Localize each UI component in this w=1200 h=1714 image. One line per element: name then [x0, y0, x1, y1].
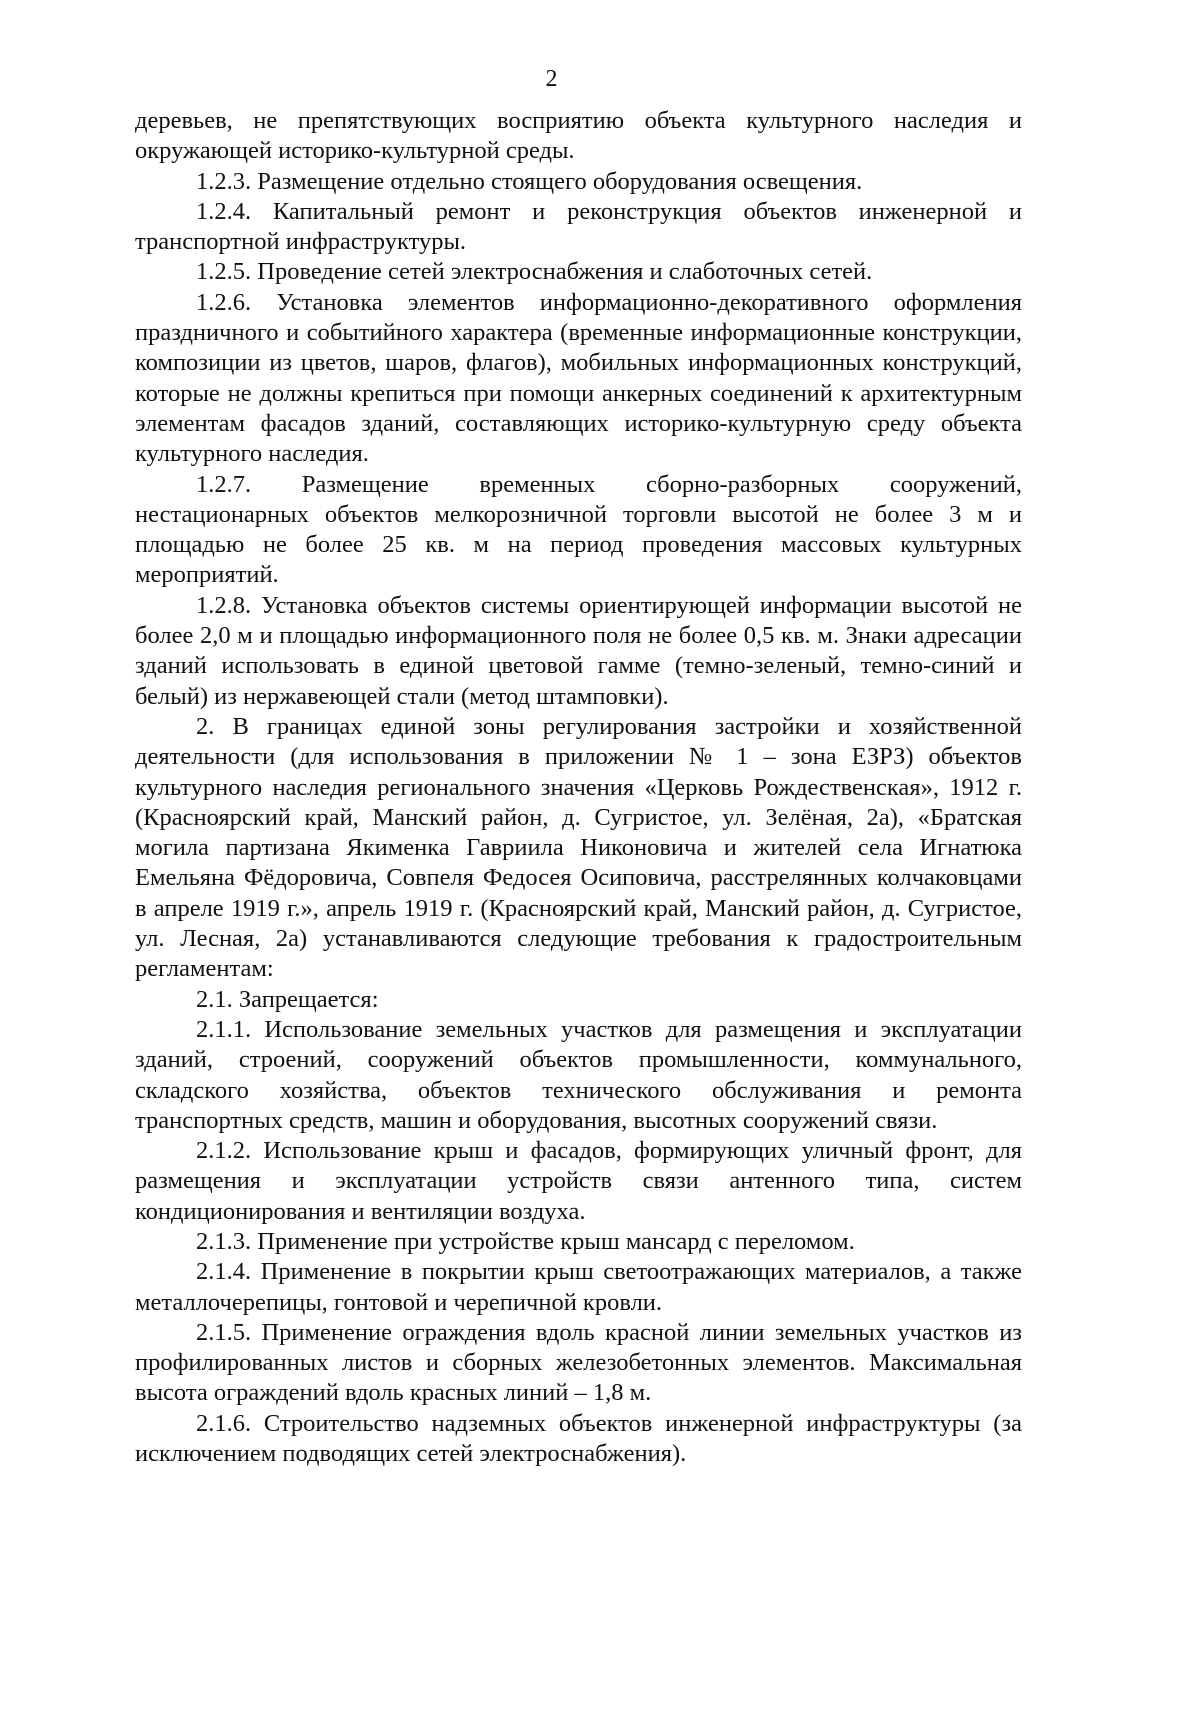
paragraph-2-1-3: 2.1.3. Применение при устройстве крыш мансард с переломом.: [196, 1227, 855, 1255]
paragraph-2-1: 2.1. Запрещается:: [196, 985, 379, 1013]
paragraph-2-1-5: 2.1.5. Применение ограждения вдоль красной линии земельных участков из профилированных листов и сборных железобетонных элементов. Максимальная высота ограждений вдоль красных линий – 1,8 м.: [135, 1318, 1022, 1407]
paragraph-2-1-2: 2.1.2. Использование крыш и фасадов, формирующих уличный фронт, для размещения и эксплуатации устройств связи антенного типа, систем кондиционирования и вентиляции воздуха.: [135, 1137, 1022, 1225]
paragraph-1-2-5: 1.2.5. Проведение сетей электроснабжения и слаботочных сетей.: [196, 258, 873, 286]
paragraph-continuation: деревьев, не препятствующих восприятию объекта культурного наследия и окружающей историко-культурной среды.: [135, 107, 1022, 165]
paragraph-1-2-6: 1.2.6. Установка элементов информационно-декоративного оформления праздничного и событийного характера (временные информационные конструкции, композиции из цветов, шаров, флагов), мобильных информационных конструкций, которые не должны крепиться при помощи анкерных соединений к архитектурным элементам фасадов зданий, составляющих историко-культурную среду объекта культурного наследия.: [135, 288, 1022, 468]
page-number: 2: [545, 66, 558, 92]
paragraph-1-2-4: 1.2.4. Капитальный ремонт и реконструкция объектов инженерной и транспортной инфраструктуры.: [135, 197, 1022, 256]
paragraph-2: 2. В границах единой зоны регулирования застройки и хозяйственной деятельности (для использования в приложении № 1 – зона ЕЗРЗ) объектов культурного наследия регионального значения «Церковь Рождественская», 1912 г. (Красноярский край, Манский район, д. Сугристое, ул. Зелёная, 2а), «Братская могила партизана Якименка Гавриила Никоновича и жителей села Игнатюка Емельяна Фёдоровича, Совпеля Федосея Осиповича, расстрелянных колчаковцами в апреле 1919 г.», апрель 1919 г. (Красноярский край, Манский район, д. Сугристое, ул. Лесная, 2а) устанавливаются следующие требования к градостроительным регламентам:: [135, 712, 1022, 983]
paragraph-2-1-1: 2.1.1. Использование земельных участков для размещения и эксплуатации зданий, строений, сооружений объектов промышленности, коммунального, складского хозяйства, объектов технического обслуживания и ремонта транспортных средств, машин и оборудования, высотных сооружений связи.: [135, 1015, 1022, 1134]
paragraph-2-1-4: 2.1.4. Применение в покрытии крыш светоотражающих материалов, а также металлочерепицы, гонтовой и черепичной кровли.: [135, 1258, 1022, 1316]
paragraph-1-2-7: 1.2.7. Размещение временных сборно-разборных сооружений, нестационарных объектов мелкорозничной торговли высотой не более 3 м и площадью не более 25 кв. м на период проведения массовых культурных мероприятий.: [135, 470, 1022, 589]
paragraph-1-2-8: 1.2.8. Установка объектов системы ориентирующей информации высотой не более 2,0 м и площадью информационного поля не более 0,5 кв. м. Знаки адресации зданий использовать в единой цветовой гамме (темно-зеленый, темно-синий и белый) из нержавеющей стали (метод штамповки).: [135, 591, 1022, 710]
paragraph-1-2-3: 1.2.3. Размещение отдельно стоящего оборудования освещения.: [196, 167, 863, 195]
paragraph-2-1-6: 2.1.6. Строительство надземных объектов инженерной инфраструктуры (за исключением подводящих сетей электроснабжения).: [135, 1409, 1022, 1468]
document-body: [135, 106, 1022, 1469]
